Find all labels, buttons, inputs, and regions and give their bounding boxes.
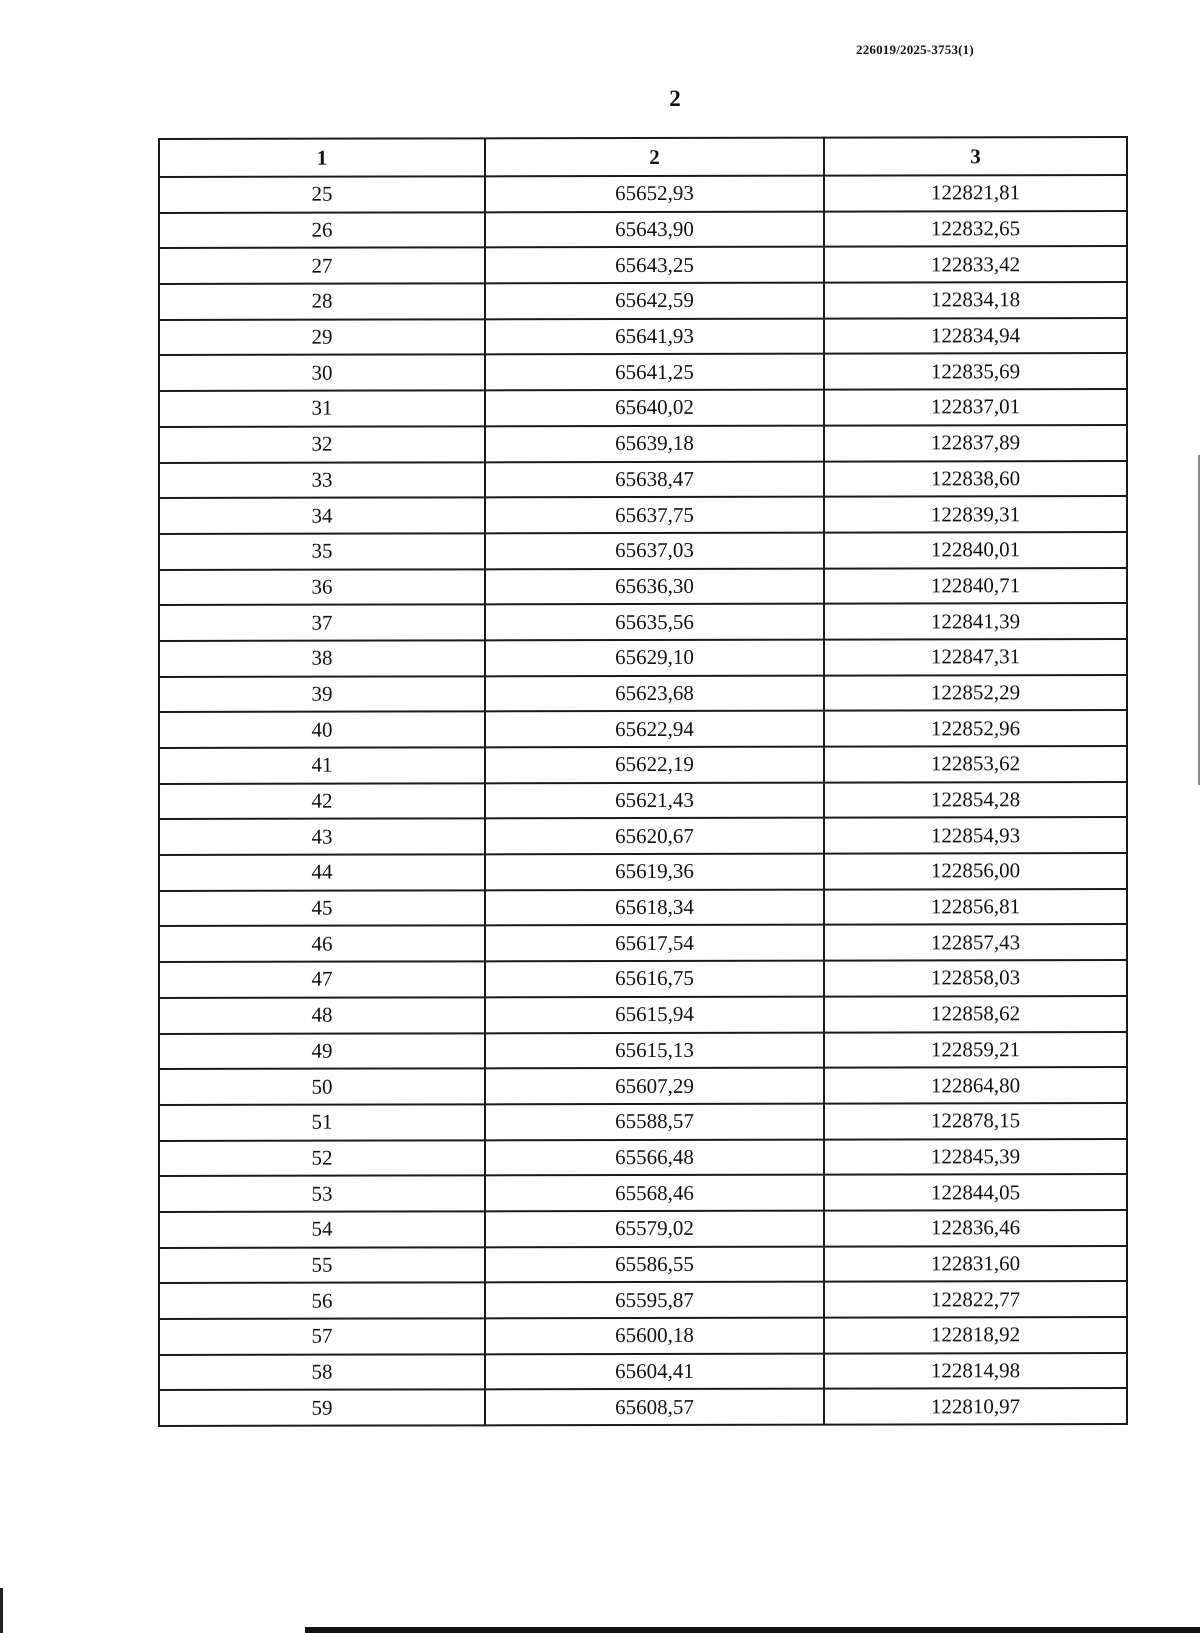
y-coordinate-cell: 122841,39 <box>824 603 1127 639</box>
x-coordinate-cell: 65616,75 <box>485 961 824 997</box>
y-coordinate-cell: 122852,29 <box>824 675 1127 711</box>
coordinates-table <box>158 136 1128 1427</box>
x-coordinate-cell: 65643,25 <box>485 247 824 283</box>
x-coordinate-cell: 65641,25 <box>485 354 824 390</box>
point-number-cell: 59 <box>159 1390 485 1426</box>
point-number-cell: 28 <box>159 283 485 319</box>
point-number-cell: 46 <box>159 926 485 962</box>
table-row <box>159 1139 1127 1177</box>
x-coordinate-cell: 65579,02 <box>485 1211 824 1247</box>
y-coordinate-cell: 122822,77 <box>824 1281 1127 1317</box>
y-coordinate-cell: 122832,65 <box>824 211 1127 247</box>
x-coordinate-cell: 65635,56 <box>485 604 824 640</box>
table-row <box>159 603 1127 641</box>
point-number-cell: 57 <box>159 1318 485 1354</box>
x-coordinate-cell: 65642,59 <box>485 283 824 319</box>
x-coordinate-cell: 65607,29 <box>485 1068 824 1104</box>
point-number-cell: 30 <box>159 355 485 391</box>
table-body <box>159 175 1127 1426</box>
point-number-cell: 42 <box>159 783 485 819</box>
x-coordinate-cell: 65608,57 <box>485 1389 824 1425</box>
point-number-cell: 39 <box>159 676 485 712</box>
table-row <box>159 996 1127 1034</box>
point-number-cell: 47 <box>159 961 485 997</box>
x-coordinate-cell: 65619,36 <box>485 854 824 890</box>
x-coordinate-cell: 65640,02 <box>485 390 824 426</box>
x-coordinate-cell: 65622,19 <box>485 747 824 783</box>
point-number-cell: 51 <box>159 1104 485 1140</box>
y-coordinate-cell: 122840,01 <box>824 532 1127 568</box>
y-coordinate-cell: 122818,92 <box>824 1317 1127 1353</box>
table-row <box>159 817 1127 855</box>
y-coordinate-cell: 122854,93 <box>824 817 1127 853</box>
y-coordinate-cell: 122859,21 <box>824 1031 1127 1067</box>
point-number-cell: 37 <box>159 605 485 641</box>
y-coordinate-cell: 122838,60 <box>824 460 1127 496</box>
table-row <box>159 924 1127 962</box>
table-row <box>159 175 1127 213</box>
table-row <box>159 782 1127 820</box>
document-id: 226019/2025-3753(1) <box>856 42 974 57</box>
y-coordinate-cell: 122837,89 <box>824 425 1127 461</box>
x-coordinate-cell: 65641,93 <box>485 318 824 354</box>
point-number-cell: 54 <box>159 1211 485 1247</box>
table-row <box>159 1281 1127 1319</box>
y-coordinate-cell: 122840,71 <box>824 568 1127 604</box>
x-coordinate-cell: 65595,87 <box>485 1282 824 1318</box>
x-coordinate-cell: 65604,41 <box>485 1353 824 1389</box>
point-number-cell: 56 <box>159 1283 485 1319</box>
table-row <box>159 1246 1127 1284</box>
y-coordinate-cell: 122810,97 <box>824 1388 1127 1424</box>
y-coordinate-cell: 122847,31 <box>824 639 1127 675</box>
x-coordinate-cell: 65617,54 <box>485 925 824 961</box>
point-number-cell: 53 <box>159 1176 485 1212</box>
y-coordinate-cell: 122831,60 <box>824 1246 1127 1282</box>
x-coordinate-cell: 65566,48 <box>485 1139 824 1175</box>
y-coordinate-cell: 122836,46 <box>824 1210 1127 1246</box>
x-coordinate-cell: 65623,68 <box>485 675 824 711</box>
y-coordinate-cell: 122821,81 <box>824 175 1127 211</box>
point-number-cell: 44 <box>159 854 485 890</box>
x-coordinate-cell: 65638,47 <box>485 461 824 497</box>
point-number-cell: 25 <box>159 176 485 212</box>
y-coordinate-cell: 122839,31 <box>824 496 1127 532</box>
table-row <box>159 425 1127 463</box>
point-number-cell: 55 <box>159 1247 485 1283</box>
point-number-cell: 26 <box>159 212 485 248</box>
table-row <box>159 1388 1127 1426</box>
point-number-cell: 48 <box>159 997 485 1033</box>
y-coordinate-cell: 122833,42 <box>824 246 1127 282</box>
point-number-cell: 32 <box>159 426 485 462</box>
y-coordinate-cell: 122857,43 <box>824 924 1127 960</box>
table-row <box>159 496 1127 534</box>
table-row <box>159 746 1127 784</box>
y-coordinate-cell: 122834,94 <box>824 318 1127 354</box>
column-header-1: 1 <box>159 138 485 177</box>
point-number-cell: 35 <box>159 533 485 569</box>
x-coordinate-cell: 65637,75 <box>485 497 824 533</box>
bottom-rule <box>305 1627 1200 1633</box>
point-number-cell: 40 <box>159 712 485 748</box>
x-coordinate-cell: 65618,34 <box>485 889 824 925</box>
table-row <box>159 353 1127 391</box>
table-row <box>159 1353 1127 1391</box>
point-number-cell: 31 <box>159 390 485 426</box>
x-coordinate-cell: 65629,10 <box>485 640 824 676</box>
table-row <box>159 1174 1127 1212</box>
x-coordinate-cell: 65637,03 <box>485 532 824 568</box>
y-coordinate-cell: 122845,39 <box>824 1139 1127 1175</box>
table-header-row <box>159 137 1127 177</box>
table-row <box>159 532 1127 570</box>
point-number-cell: 36 <box>159 569 485 605</box>
y-coordinate-cell: 122837,01 <box>824 389 1127 425</box>
table-row <box>159 960 1127 998</box>
table-row <box>159 211 1127 249</box>
y-coordinate-cell: 122853,62 <box>824 746 1127 782</box>
point-number-cell: 49 <box>159 1033 485 1069</box>
table-row <box>159 853 1127 891</box>
table-row <box>159 1031 1127 1069</box>
table-row <box>159 568 1127 606</box>
y-coordinate-cell: 122856,81 <box>824 889 1127 925</box>
x-coordinate-cell: 65588,57 <box>485 1103 824 1139</box>
y-coordinate-cell: 122858,62 <box>824 996 1127 1032</box>
table-row <box>159 1317 1127 1355</box>
table-row <box>159 639 1127 677</box>
point-number-cell: 41 <box>159 747 485 783</box>
table-row <box>159 389 1127 427</box>
point-number-cell: 29 <box>159 319 485 355</box>
y-coordinate-cell: 122854,28 <box>824 782 1127 818</box>
x-coordinate-cell: 65621,43 <box>485 782 824 818</box>
y-coordinate-cell: 122814,98 <box>824 1353 1127 1389</box>
x-coordinate-cell: 65568,46 <box>485 1175 824 1211</box>
point-number-cell: 58 <box>159 1354 485 1390</box>
point-number-cell: 43 <box>159 819 485 855</box>
y-coordinate-cell: 122834,18 <box>824 282 1127 318</box>
table-row <box>159 318 1127 356</box>
x-coordinate-cell: 65620,67 <box>485 818 824 854</box>
table-row <box>159 710 1127 748</box>
x-coordinate-cell: 65622,94 <box>485 711 824 747</box>
column-header-2: 2 <box>485 138 824 177</box>
table-row <box>159 675 1127 713</box>
point-number-cell: 52 <box>159 1140 485 1176</box>
page-number: 2 <box>669 86 681 111</box>
y-coordinate-cell: 122864,80 <box>824 1067 1127 1103</box>
coordinates-table-container <box>158 136 1126 1427</box>
y-coordinate-cell: 122858,03 <box>824 960 1127 996</box>
table-row <box>159 1067 1127 1105</box>
y-coordinate-cell: 122852,96 <box>824 710 1127 746</box>
point-number-cell: 50 <box>159 1069 485 1105</box>
point-number-cell: 33 <box>159 462 485 498</box>
table-row <box>159 889 1127 927</box>
x-coordinate-cell: 65639,18 <box>485 425 824 461</box>
x-coordinate-cell: 65615,94 <box>485 996 824 1032</box>
y-coordinate-cell: 122856,00 <box>824 853 1127 889</box>
table-row <box>159 460 1127 498</box>
scan-edge-mark <box>0 1588 3 1633</box>
x-coordinate-cell: 65652,93 <box>485 176 824 212</box>
x-coordinate-cell: 65643,90 <box>485 211 824 247</box>
x-coordinate-cell: 65636,30 <box>485 568 824 604</box>
x-coordinate-cell: 65615,13 <box>485 1032 824 1068</box>
point-number-cell: 38 <box>159 640 485 676</box>
point-number-cell: 34 <box>159 498 485 534</box>
column-header-3: 3 <box>824 137 1127 176</box>
y-coordinate-cell: 122844,05 <box>824 1174 1127 1210</box>
x-coordinate-cell: 65600,18 <box>485 1318 824 1354</box>
y-coordinate-cell: 122835,69 <box>824 353 1127 389</box>
x-coordinate-cell: 65586,55 <box>485 1246 824 1282</box>
table-row <box>159 1103 1127 1141</box>
y-coordinate-cell: 122878,15 <box>824 1103 1127 1139</box>
table-row <box>159 282 1127 320</box>
table-row <box>159 1210 1127 1248</box>
point-number-cell: 45 <box>159 890 485 926</box>
table-row <box>159 246 1127 284</box>
point-number-cell: 27 <box>159 248 485 284</box>
